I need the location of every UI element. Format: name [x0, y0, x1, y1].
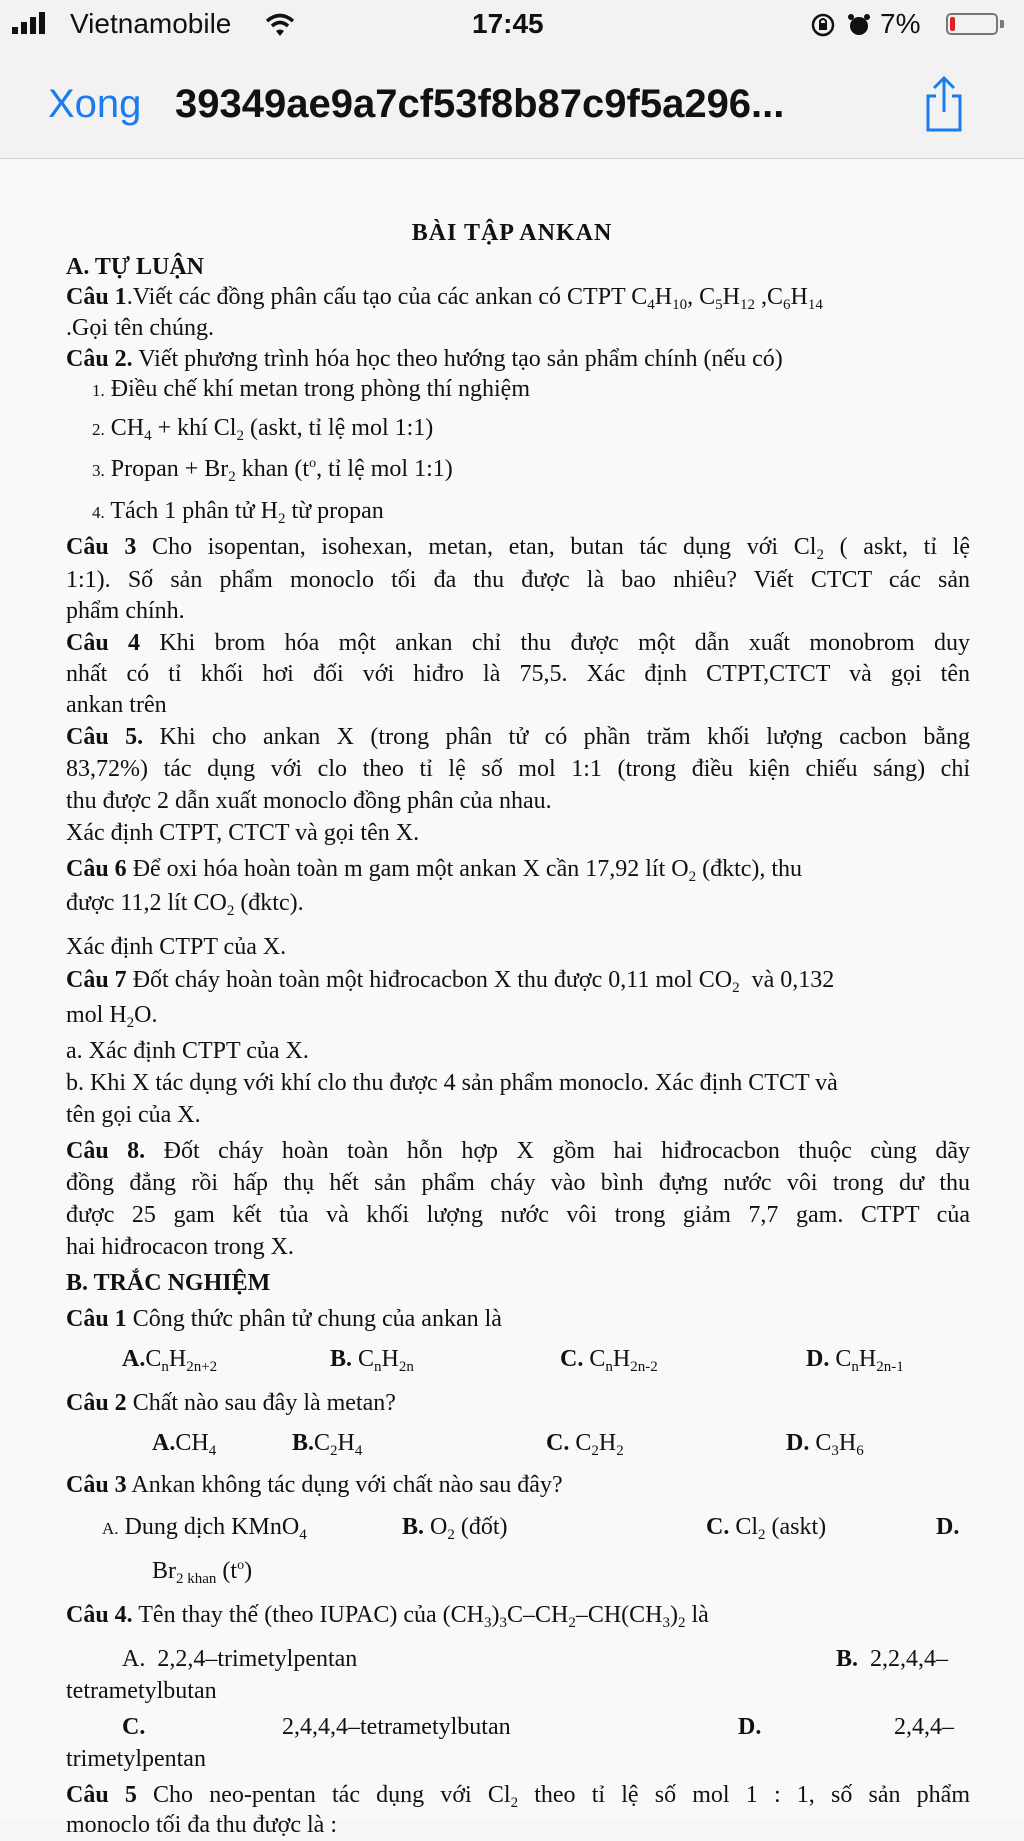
alarm-icon	[846, 12, 872, 38]
doc-title: BÀI TẬP ANKAN	[411, 220, 613, 246]
section-b-heading: B. TRẮC NGHIỆM	[66, 1270, 271, 1296]
done-button[interactable]: Xong	[48, 82, 142, 126]
battery-icon	[946, 13, 998, 35]
document-title: 39349ae9a7cf53f8b87c9f5a296...	[175, 82, 785, 126]
document-page: BÀI TẬP ANKAN A. TỰ LUẬN Câu 1.Viết các đồng phân cấu tạo của các ankan có CTPT $C_4H_{10}$, $C_5H_{12}$ $,C_6H_{14}$ .Gọi tên chúng. Câu 2. Viết phương trình hóa học theo hướng tạo sản phẩm chính (nếu có) 1. Điều chế khí metan trong phòng thí nghiệm 2. $CH_4$ + khí $Cl_2$ (askt, tỉ lệ mol 1:1) 3. Propan + $Br_2$ khan ($t^o$, tỉ lệ mol 1:1) 4. Tách 1 phân tử $H_2$ từ propan Câu 3 Cho isopentan, isohexan, metan, etan, butan tác dụng với $Cl_2$ ( askt, tỉ lệ 1:1). Số sản phẩm monoclo tối đa thu được là bao nhiêu? Viết CTCT các sản phẩm chính. Câu 4 Khi brom hóa một ankan chỉ thu được một dẫn xuất monobrom duy nhất có tỉ khối hơi đối với hiđro là 75,5. Xác định CTPT,CTCT và gọi tên ankan trên Câu 5. Khi cho ankan X (trong phân tử có phần trăm khối lượng cacbon bằng 83,72%) tác dụng với clo theo tỉ lệ số mol 1:1 (trong điều kiện chiếu sáng) chỉ thu được 2 dẫn xuất monoclo đồng phân của nhau. Xác định CTPT, CTCT và gọi tên X. Câu 6 Để oxi hóa hoàn toàn m gam một ankan X cần 17,92 lít $O_2$ (đktc), thu được 11,2 lít $CO_2$ (đktc). Xác định CTPT của X. Câu 7 Đốt cháy hoàn toàn một hiđrocacbon X thu được 0,11 mol $CO_2$ và 0,132 mol $H_2O$. a. Xác định CTPT của X. b. Khi X tác dụng với khí clo thu được 4 sản phẩm monoclo. Xác định CTCT và tên gọi của X. Câu 8. Đốt cháy hoàn toàn hỗn hợp X gồm hai hiđrocacbon thuộc cùng dãy đồng đẳng rồi hấp thụ hết sản phẩm cháy vào bình đựng nước vôi trong dư thu được 25 gam kết tủa và khối lượng nước vôi trong giảm 7,7 gam. CTPT của hai hiđrocacon trong X. B. TRẮC NGHIỆM Câu 1 Công thức phân tử chung của ankan là $A.C_nH_{2n+2}$ B. $C_nH_{2n}$ C. $C_nH_{2n-2}$ D. $C_nH_{2n-1}$ Câu 2 Chất nào sau đây là metan? $A.CH_4$ $B.C_2H_4$ C. $C_2H_2$ D. $C_3H_6$ Câu 3 Ankan không tác dụng với chất nào sau đây? A. Dung dịch KMnO$_4$ B. $O_2$ (đốt) C. $Cl_2$ (askt) D. $Br_{2 khan}$ $(t^o)$ Câu 4. Tên thay thế (theo IUPAC) của $(CH_3)_3C-CH_2-CH(CH_3)_2$ là A. 2,2,4–trimetylpentan B. 2,2,4,4– tetrametylbutan C. 2,4,4,4–tetrametylbutan D. 2,4,4– trimetylpentan Câu 5 Cho neo-pentan tác dụng với $Cl_2$ theo tỉ lệ số mol 1 : 1, số sản phẩm monoclo tối đa thu được là :	[0, 160, 1024, 1820]
battery-percent: 7%	[880, 8, 921, 39]
nav-bar	[0, 52, 1024, 159]
signal-icon	[12, 12, 45, 34]
carrier-name: Vietnamobile	[70, 8, 232, 39]
wifi-icon	[265, 10, 295, 40]
share-icon[interactable]	[920, 74, 968, 134]
status-bar	[0, 0, 1024, 52]
section-a-heading: A. TỰ LUẬN	[66, 254, 205, 280]
rotation-lock-icon	[810, 12, 836, 38]
clock-time: 17:45	[472, 8, 544, 39]
